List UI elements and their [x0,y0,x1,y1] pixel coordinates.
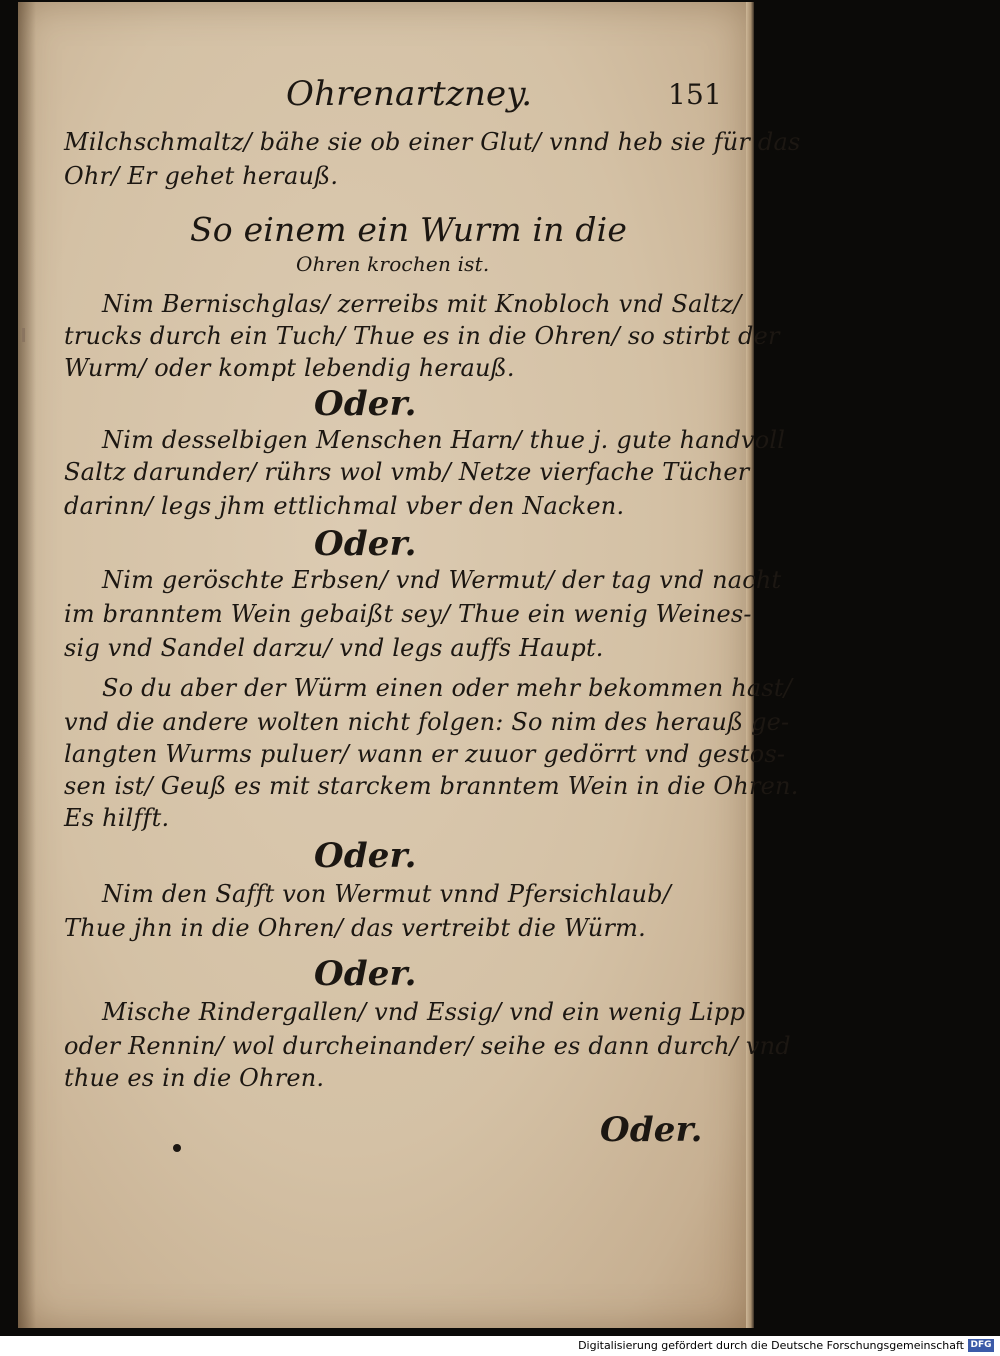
text-line: So du aber der Würm einen oder mehr bekommen hast/ [102,674,793,702]
text-line: sig vnd Sandel darzu/ vnd legs auffs Haupt. [64,634,604,662]
spine-shadow [18,2,36,1328]
text-line: trucks durch ein Tuch/ Thue es in die Ohren/ so stirbt der [64,322,780,350]
page-number: 151 [668,78,723,111]
catchword: Oder. [600,1110,703,1150]
ink-dot [173,1144,181,1152]
oder-heading: Oder. [314,954,417,994]
text-line: Saltz darunder/ rührs wol vmb/ Netze vierfache Tücher [64,458,750,486]
text-line: Nim Bernischglas/ zerreibs mit Knobloch vnd Saltz/ [102,290,742,318]
text-line: Nim geröschte Erbsen/ vnd Wermut/ der tag vnd nacht [102,566,782,594]
book-page [18,2,801,1328]
oder-heading: Oder. [314,836,417,876]
text-line: im branntem Wein gebaißt sey/ Thue ein wenig Weines- [64,600,752,628]
text-line: oder Rennin/ wol durcheinander/ seihe es dann durch/ vnd [64,1032,791,1060]
text-line: Mische Rindergallen/ vnd Essig/ vnd ein wenig Lipp [102,998,746,1026]
text-line: darinn/ legs jhm ettlichmal vber den Nacken. [64,492,625,520]
text-line: Nim desselbigen Menschen Harn/ thue j. gute handvoll [102,426,786,454]
oder-heading: Oder. [314,524,417,564]
text-line: Ohr/ Er gehet herauß. [64,162,339,190]
text-line: Wurm/ oder kompt lebendig herauß. [64,354,515,382]
text-line: Thue jhn in die Ohren/ das vertreibt die Würm. [64,914,646,942]
text-line: thue es in die Ohren. [64,1064,325,1092]
running-head: Ohrenartzney. [286,74,533,114]
text-line: Es hilfft. [64,804,170,832]
footer-bar [0,1336,1000,1356]
text-line: langten Wurms puluer/ wann er zuuor gedörrt vnd gestos- [64,740,786,768]
footer-credit: Digitalisierung gefördert durch die Deutsche Forschungsgemeinschaft [578,1339,964,1352]
page-fore-edge [746,2,754,1328]
oder-heading: Oder. [314,384,417,424]
dfg-logo: DFG [968,1339,994,1352]
text-line: Nim den Safft von Wermut vnnd Pfersichlaub/ [102,880,672,908]
section-subheading: Ohren krochen ist. [296,252,490,276]
section-heading: So einem ein Wurm in die [190,210,628,249]
text-line: Milchschmaltz/ bähe sie ob einer Glut/ vnnd heb sie für das [64,128,801,156]
text-line: vnd die andere wolten nicht folgen: So nim des herauß ge- [64,708,790,736]
text-line: sen ist/ Geuß es mit starckem branntem Wein in die Ohren. [64,772,799,800]
margin-mark [22,328,25,342]
